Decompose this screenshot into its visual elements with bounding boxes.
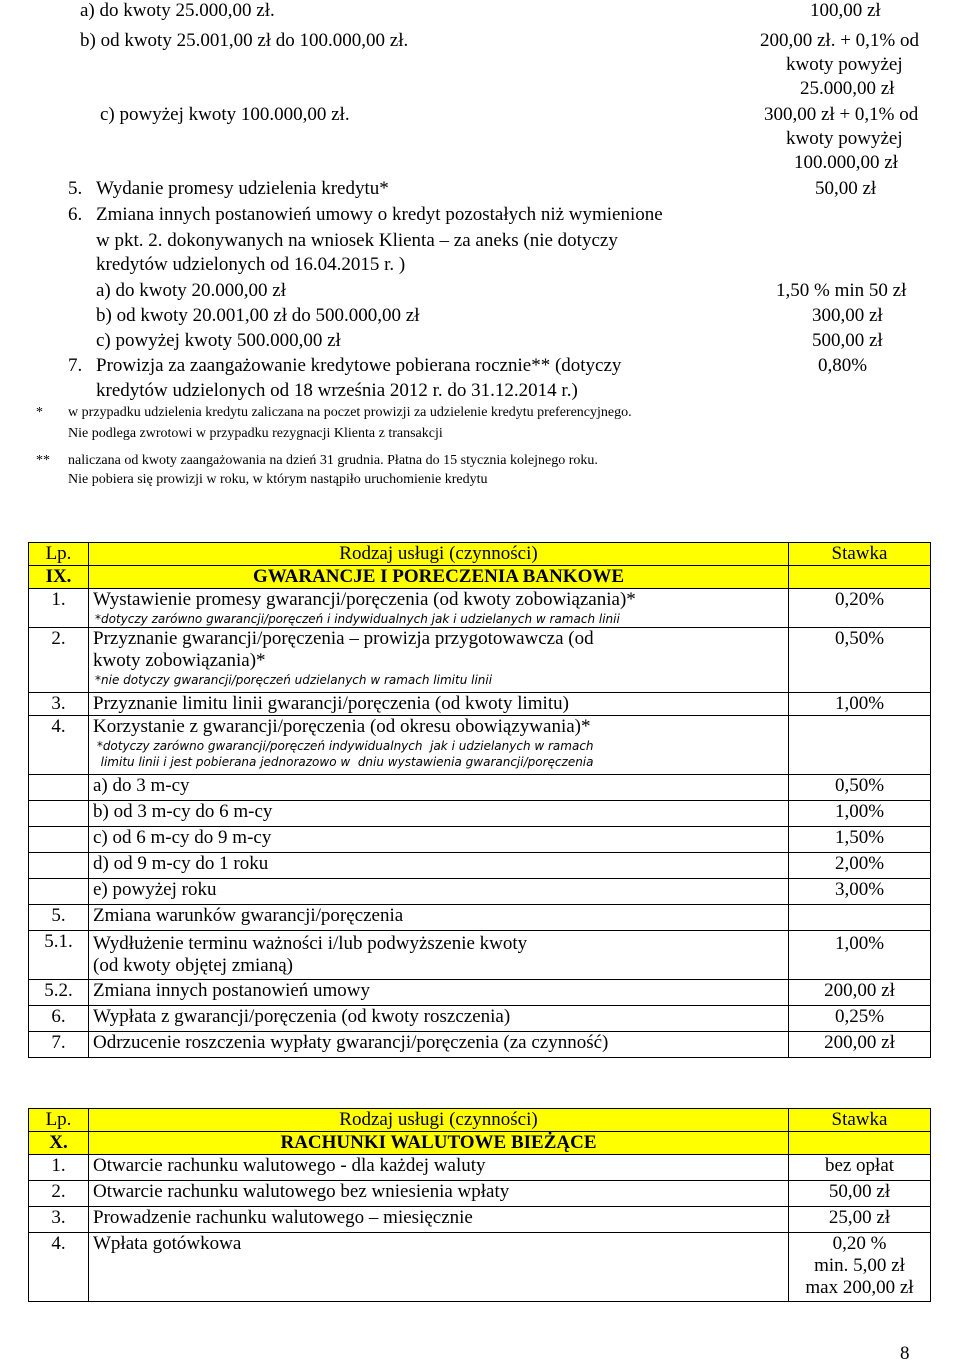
row-rate: 0,20%	[789, 589, 931, 628]
tier-b-value-2: kwoty powyżej	[786, 54, 903, 75]
row-service-text-2: (od kwoty objętej zmianą)	[93, 955, 293, 976]
row-service: Otwarcie rachunku walutowego bez wniesienia wpłaty	[89, 1181, 789, 1207]
table-row	[29, 628, 931, 693]
row-note: *dotyczy zarówno gwarancji/poręczeń i indywidualnych jak i udzielanych w ramach linii	[95, 612, 620, 626]
table-row	[29, 801, 931, 827]
row-service: b) od 3 m-cy do 6 m-cy	[89, 801, 789, 827]
header-rate: Stawka	[789, 543, 931, 566]
row-service: Prowadzenie rachunku walutowego – miesięcznie	[89, 1207, 789, 1233]
row-rate: 1,50%	[789, 827, 931, 853]
row-lp: 2.	[29, 1181, 89, 1207]
item6-line2: w pkt. 2. dokonywanych na wniosek Klienta – za aneks (nie dotyczy	[96, 230, 618, 251]
row-rate: 200,00 zł	[789, 1032, 931, 1058]
section-row	[29, 1132, 931, 1155]
footnote1-line1: w przypadku udzielenia kredytu zaliczana na poczet prowizji za udzielenie kredytu preferencyjnego.	[68, 405, 632, 420]
row-service: Przyznanie limitu linii gwarancji/poręczenia (od kwoty limitu)	[89, 693, 789, 716]
table-row	[29, 693, 931, 716]
item6-line1: Zmiana innych postanowień umowy o kredyt pozostałych niż wymienione	[96, 204, 663, 225]
section-rate	[789, 1132, 931, 1155]
row-note-2: limitu linii i jest pobierana jednorazowo w dniu wystawienia gwarancji/poręczenia	[93, 755, 594, 769]
row-service: c) od 6 m-cy do 9 m-cy	[89, 827, 789, 853]
row-service: Zmiana warunków gwarancji/poręczenia	[89, 905, 789, 931]
table-row	[29, 1032, 931, 1058]
row-service-text: Przyznanie gwarancji/poręczenia – prowizja przygotowawcza (od	[93, 628, 594, 649]
row-lp: 2.	[29, 628, 89, 693]
row-rate: 0,50%	[789, 628, 931, 693]
table-row	[29, 1233, 931, 1302]
row-service	[89, 589, 789, 628]
header-lp: Lp.	[29, 1109, 89, 1132]
footnote2-mark: **	[36, 453, 50, 468]
footnote2-line2: Nie pobiera się prowizji w roku, w którym nastąpiło uruchomienie kredytu	[68, 472, 488, 487]
row-rate-line2: min. 5,00 zł	[814, 1255, 905, 1276]
tier-a-label: a) do kwoty 25.000,00 zł.	[80, 0, 275, 21]
row-lp	[29, 879, 89, 905]
row-rate: 3,00%	[789, 879, 931, 905]
table-header-row	[29, 1109, 931, 1132]
row-rate: 1,00%	[789, 931, 931, 980]
table-currency-accounts	[28, 1108, 931, 1302]
row-lp	[29, 853, 89, 879]
row-rate: 200,00 zł	[789, 980, 931, 1006]
table-row	[29, 716, 931, 775]
row-rate: 0,25%	[789, 1006, 931, 1032]
header-service: Rodzaj usługi (czynności)	[89, 1109, 789, 1132]
tier-c-value-3: 100.000,00 zł	[794, 152, 898, 173]
row-lp	[29, 827, 89, 853]
header-lp: Lp.	[29, 543, 89, 566]
row-service: a) do 3 m-cy	[89, 775, 789, 801]
row-rate: bez opłat	[789, 1155, 931, 1181]
footnote1-line2: Nie podlega zwrotowi w przypadku rezygnacji Klienta z transakcji	[68, 426, 443, 441]
row-lp: 1.	[29, 1155, 89, 1181]
row-lp	[29, 801, 89, 827]
tier-c-value-1: 300,00 zł + 0,1% od	[764, 104, 919, 125]
section-num: X.	[29, 1132, 89, 1155]
row-lp: 1.	[29, 589, 89, 628]
header-rate: Stawka	[789, 1109, 931, 1132]
table-row	[29, 905, 931, 931]
row-rate: 2,00%	[789, 853, 931, 879]
tier-b-value-1: 200,00 zł. + 0,1% od	[760, 30, 920, 51]
row-lp: 3.	[29, 693, 89, 716]
item7-line2: kredytów udzielonych od 18 września 2012 r. do 31.12.2014 r.)	[96, 380, 578, 401]
row-service: d) od 9 m-cy do 1 roku	[89, 853, 789, 879]
table-row	[29, 589, 931, 628]
item6-num: 6.	[68, 204, 83, 225]
table-row	[29, 853, 931, 879]
row-service: Wpłata gotówkowa	[89, 1233, 789, 1302]
table-row	[29, 931, 931, 980]
item5-value: 50,00 zł	[815, 178, 877, 199]
row-note: *nie dotyczy gwarancji/poręczeń udzielanych w ramach limitu linii	[95, 673, 493, 687]
section-title: GWARANCJE I PORECZENIA BANKOWE	[89, 566, 789, 589]
row-service: e) powyżej roku	[89, 879, 789, 905]
row-service-text-2: kwoty zobowiązania)*	[93, 650, 266, 671]
row-service: Wypłata z gwarancji/poręczenia (od kwoty roszczenia)	[89, 1006, 789, 1032]
row-rate: 50,00 zł	[789, 1181, 931, 1207]
item6-a-label: a) do kwoty 20.000,00 zł	[96, 280, 286, 301]
item6-line3: kredytów udzielonych od 16.04.2015 r. )	[96, 254, 406, 275]
table-guarantees	[28, 542, 931, 1058]
section-row	[29, 566, 931, 589]
table-row	[29, 1006, 931, 1032]
row-rate: 0,50%	[789, 775, 931, 801]
item7-value: 0,80%	[818, 355, 868, 376]
tier-a-value: 100,00 zł	[810, 0, 881, 21]
table-row	[29, 980, 931, 1006]
row-rate: 1,00%	[789, 801, 931, 827]
item7-num: 7.	[68, 355, 83, 376]
table-row	[29, 1207, 931, 1233]
row-service: Otwarcie rachunku walutowego - dla każdej waluty	[89, 1155, 789, 1181]
row-service-text: Wydłużenie terminu ważności i/lub podwyższenie kwoty	[93, 933, 528, 954]
tier-b-label: b) od kwoty 25.001,00 zł do 100.000,00 zł.	[80, 30, 409, 51]
footnote2-line1: naliczana od kwoty zaangażowania na dzień 31 grudnia. Płatna do 15 stycznia kolejnego roku.	[68, 453, 598, 468]
item6-c-label: c) powyżej kwoty 500.000,00 zł	[96, 330, 341, 351]
row-lp: 4.	[29, 716, 89, 775]
table-row	[29, 827, 931, 853]
row-service: Zmiana innych postanowień umowy	[89, 980, 789, 1006]
tier-c-value-2: kwoty powyżej	[786, 128, 903, 149]
row-lp: 5.	[29, 905, 89, 931]
table-header-row	[29, 543, 931, 566]
section-title: RACHUNKI WALUTOWE BIEŻĄCE	[89, 1132, 789, 1155]
item5-num: 5.	[68, 178, 83, 199]
item6-b-value: 300,00 zł	[812, 305, 883, 326]
table-row	[29, 1181, 931, 1207]
item5-label: Wydanie promesy udzielenia kredytu*	[96, 178, 389, 199]
row-lp: 4.	[29, 1233, 89, 1302]
page-number: 8	[900, 1343, 910, 1364]
row-lp: 5.2.	[29, 980, 89, 1006]
table-row	[29, 775, 931, 801]
row-service-text: Wystawienie promesy gwarancji/poręczenia (od kwoty zobowiązania)*	[93, 589, 636, 610]
row-rate: 1,00%	[789, 693, 931, 716]
row-rate	[789, 905, 931, 931]
row-service	[89, 716, 789, 775]
row-service: Odrzucenie roszczenia wypłaty gwarancji/poręczenia (za czynność)	[89, 1032, 789, 1058]
table-row	[29, 879, 931, 905]
item6-a-value: 1,50 % min 50 zł	[776, 280, 907, 301]
row-rate-line3: max 200,00 zł	[805, 1277, 914, 1298]
section-rate	[789, 566, 931, 589]
header-service: Rodzaj usługi (czynności)	[89, 543, 789, 566]
row-lp: 5.1.	[29, 931, 89, 980]
item6-b-label: b) od kwoty 20.001,00 zł do 500.000,00 zł	[96, 305, 420, 326]
row-rate: 25,00 zł	[789, 1207, 931, 1233]
row-rate	[789, 1233, 931, 1302]
footnote1-mark: *	[36, 405, 43, 420]
row-note: *dotyczy zarówno gwarancji/poręczeń indywidualnych jak i udzielanych w ramach	[93, 739, 594, 753]
row-lp: 7.	[29, 1032, 89, 1058]
row-rate-line1: 0,20 %	[832, 1233, 887, 1254]
row-lp	[29, 775, 89, 801]
row-rate	[789, 716, 931, 775]
row-service-text: Korzystanie z gwarancji/poręczenia (od okresu obowiązywania)*	[93, 716, 591, 737]
row-lp: 3.	[29, 1207, 89, 1233]
item6-c-value: 500,00 zł	[812, 330, 883, 351]
tier-b-value-3: 25.000,00 zł	[800, 78, 895, 99]
row-service	[89, 628, 789, 693]
table-row	[29, 1155, 931, 1181]
tier-c-label: c) powyżej kwoty 100.000,00 zł.	[100, 104, 350, 125]
section-num: IX.	[29, 566, 89, 589]
row-lp: 6.	[29, 1006, 89, 1032]
row-service	[89, 931, 789, 980]
item7-line1: Prowizja za zaangażowanie kredytowe pobierana rocznie** (dotyczy	[96, 355, 622, 376]
